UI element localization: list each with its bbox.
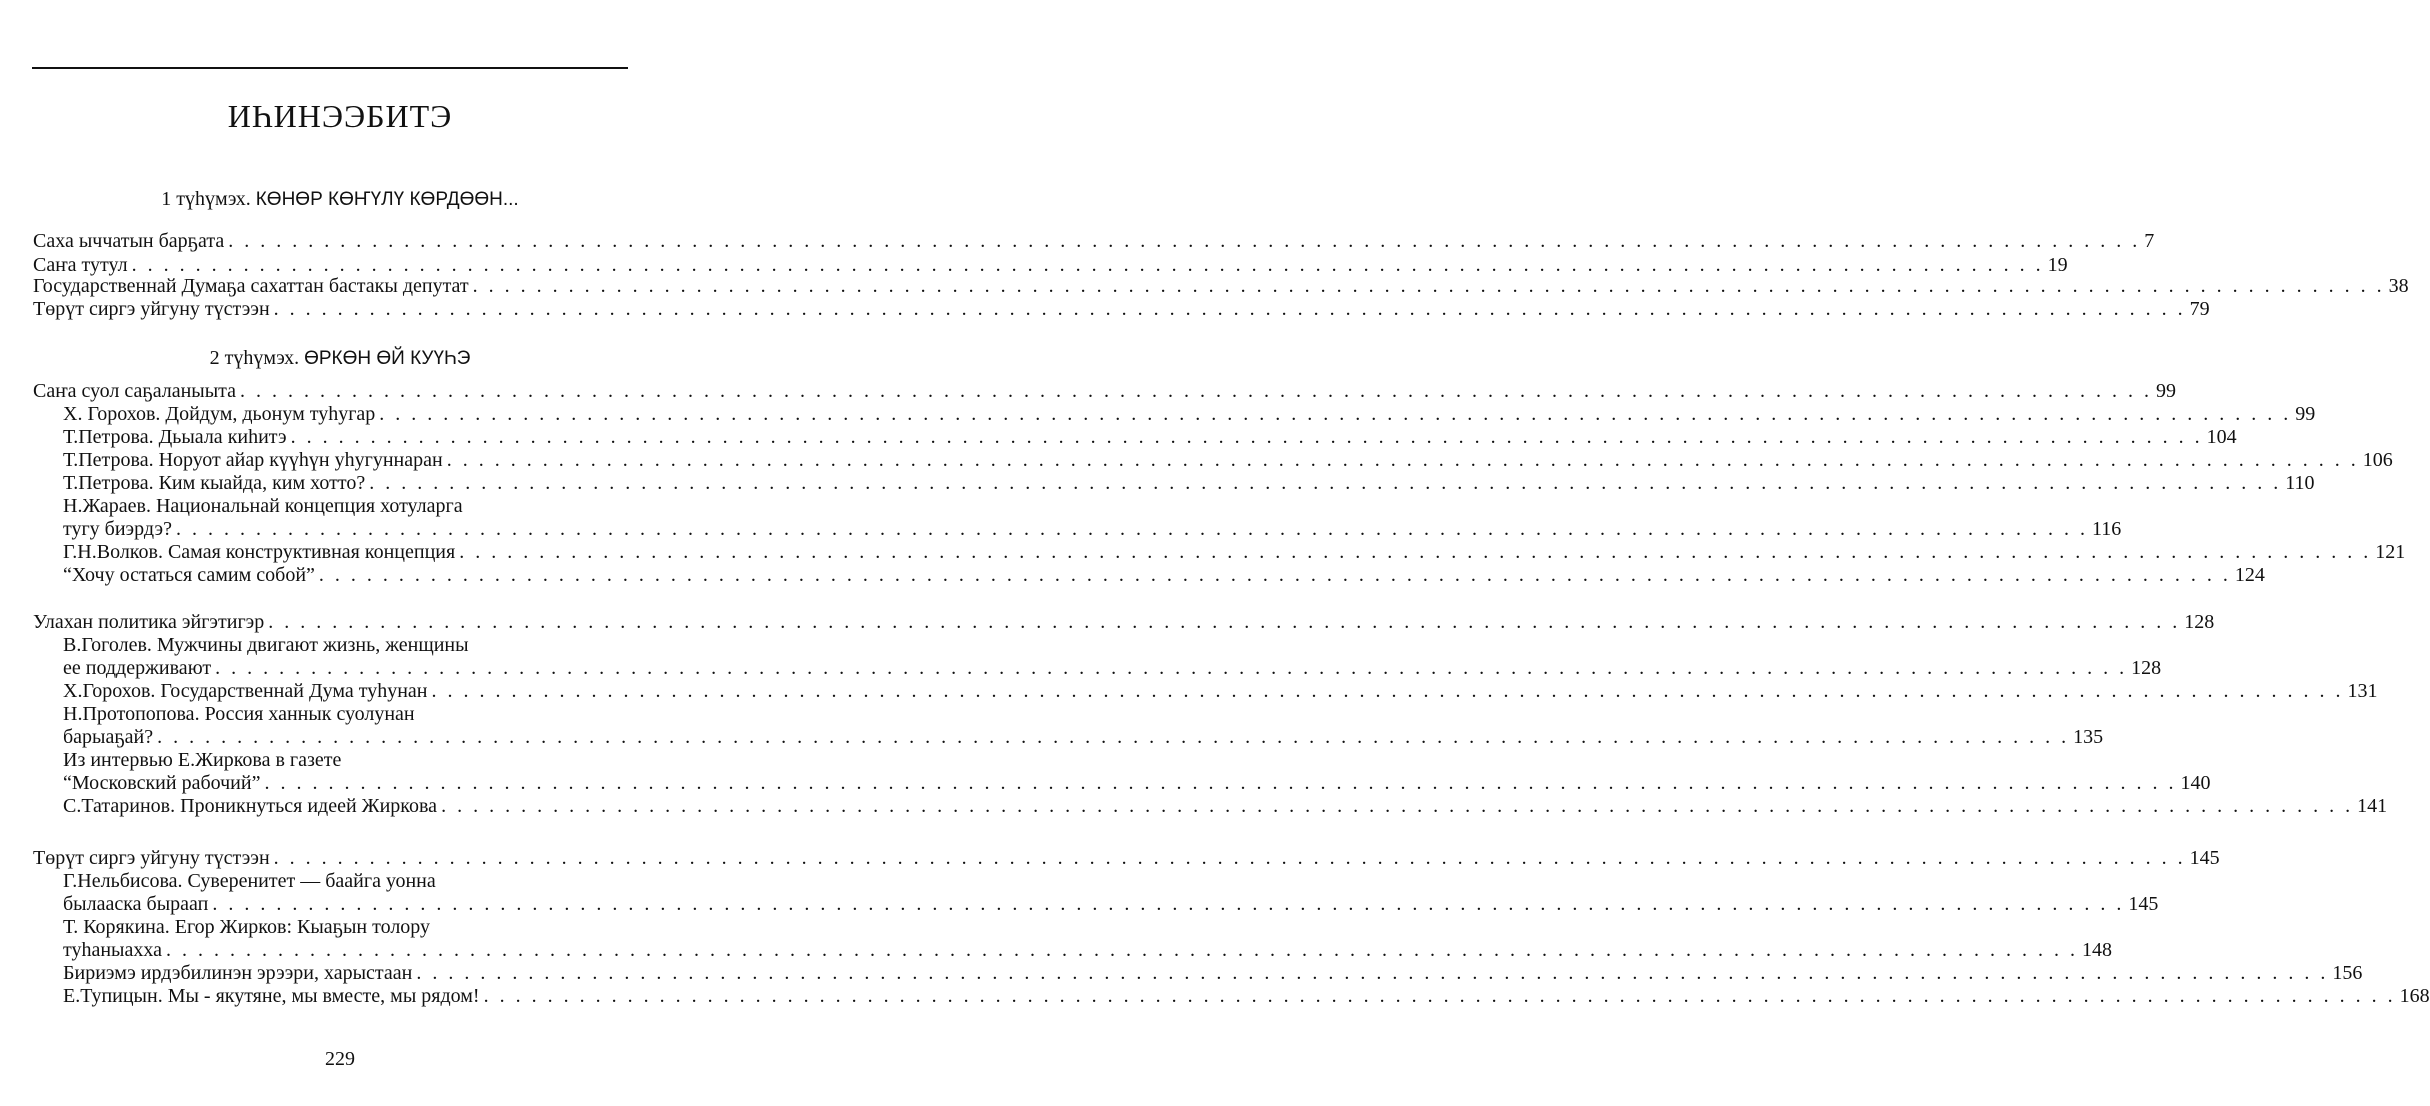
dot-leader: . . . . . . . . . . . . . . . . . . . . . . . . . . . . . . . . . . . . . . . . . . . . . . . . . . . . . . . . . . . . . . . . . . . . . . . . . . . . . . . . . . . . . . . . . . . . . . . . . . . . . . . . . . . . . . . . . . . . . . . . [318,564,2231,586]
dot-leader: . . . . . . . . . . . . . . . . . . . . . . . . . . . . . . . . . . . . . . . . . . . . . . . . . . . . . . . . . . . . . . . . . . . . . . . . . . . . . . . . . . . . . . . . . . . . . . . . . . . . . . . . . . . . . . . . . . . . . . . . [131,254,2044,276]
toc-entry-line: Г.Нельбисова. Суверенитет — баайга уонна [63,870,436,892]
dot-leader: . . . . . . . . . . . . . . . . . . . . . . . . . . . . . . . . . . . . . . . . . . . . . . . . . . . . . . . . . . . . . . . . . . . . . . . . . . . . . . . . . . . . . . . . . . . . . . . . . . . . . . . . . . . . . . . . . . . . . . . . [157,726,2070,748]
toc-entry-title: Төрүт сиргэ уйгуну түстээн [33,298,270,320]
dot-leader: . . . . . . . . . . . . . . . . . . . . . . . . . . . . . . . . . . . . . . . . . . . . . . . . . . . . . . . . . . . . . . . . . . . . . . . . . . . . . . . . . . . . . . . . . . . . . . . . . . . . . . . . . . . . . . . . . . . . . . . . [472,275,2385,297]
part-1-prefix: 1 түһүмэх. [161,188,251,210]
toc-entry-line: Н.Протопопова. Россия ханнык суолунан [63,703,415,725]
dot-leader: . . . . . . . . . . . . . . . . . . . . . . . . . . . . . . . . . . . . . . . . . . . . . . . . . . . . . . . . . . . . . . . . . . . . . . . . . . . . . . . . . . . . . . . . . . . . . . . . . . . . . . . . . . . . . . . . . . . . . . . . [176,518,2089,540]
page-number: 229 [325,1048,355,1070]
dot-leader: . . . . . . . . . . . . . . . . . . . . . . . . . . . . . . . . . . . . . . . . . . . . . . . . . . . . . . . . . . . . . . . . . . . . . . . . . . . . . . . . . . . . . . . . . . . . . . . . . . . . . . . . . . . . . . . . . . . . . . . . [441,795,2354,817]
toc-entry-title: Е.Тупицын. Мы - якутяне, мы вместе, мы рядом! [63,985,480,1007]
toc-entry-page: 128 [2131,657,2162,679]
part-1-name: КӨНӨР КӨҤҮЛҮ КӨРДӨӨН... [255,189,519,210]
toc-entry-page: 140 [2180,772,2211,794]
toc-entry-title: Т.Петрова. Дьыала киһитэ [63,426,287,448]
toc-entry-title: ее поддерживают [63,657,212,679]
dot-leader: . . . . . . . . . . . . . . . . . . . . . . . . . . . . . . . . . . . . . . . . . . . . . . . . . . . . . . . . . . . . . . . . . . . . . . . . . . . . . . . . . . . . . . . . . . . . . . . . . . . . . . . . . . . . . . . . . . . . . . . . [290,426,2203,448]
toc-entry-title: Саха ыччатын барҕата [33,230,225,252]
toc-entry-page: 110 [2285,472,2315,494]
part-2-name: ӨРКӨН ӨЙ КУҮҺЭ [304,348,471,369]
dot-leader: . . . . . . . . . . . . . . . . . . . . . . . . . . . . . . . . . . . . . . . . . . . . . . . . . . . . . . . . . . . . . . . . . . . . . . . . . . . . . . . . . . . . . . . . . . . . . . . . . . . . . . . . . . . . . . . . . . . . . . . . [215,657,2128,679]
toc-entry-page: 145 [2128,893,2159,915]
section-c-heading-title: Төрүт сиргэ уйгуну түстээн [33,847,270,869]
toc-entry-page: 19 [2047,254,2068,276]
dot-leader: . . . . . . . . . . . . . . . . . . . . . . . . . . . . . . . . . . . . . . . . . . . . . . . . . . . . . . . . . . . . . . . . . . . . . . . . . . . . . . . . . . . . . . . . . . . . . . . . . . . . . . . . . . . . . . . . . . . . . . . . [459,541,2372,563]
toc-entry-title: барыаҕай? [63,726,154,748]
toc-entry[interactable] [63,983,2430,1009]
dot-leader: . . . . . . . . . . . . . . . . . . . . . . . . . . . . . . . . . . . . . . . . . . . . . . . . . . . . . . . . . . . . . . . . . . . . . . . . . . . . . . . . . . . . . . . . . . . . . . . . . . . . . . . . . . . . . . . . . . . . . . . . [369,472,2282,494]
toc-entry-title: Саҥа тутул [33,254,128,276]
toc-entry-page: 79 [2189,298,2210,320]
dot-leader: . . . . . . . . . . . . . . . . . . . . . . . . . . . . . . . . . . . . . . . . . . . . . . . . . . . . . . . . . . . . . . . . . . . . . . . . . . . . . . . . . . . . . . . . . . . . . . . . . . . . . . . . . . . . . . . . . . . . . . . . [273,847,2186,869]
section-c-heading-page: 145 [2189,847,2220,869]
section-b-heading-title: Улахан политика эйгэтигэр [33,611,265,633]
toc-entry-page: 124 [2234,564,2265,586]
toc-entry-page: 148 [2081,939,2112,961]
toc-entry-page: 168 [2399,985,2430,1007]
toc-entry-title: Государственнай Думаҕа сахаттан бастакы депутат [33,275,469,297]
toc-entry-title: Х.Горохов. Государственнай Дума туһунан [63,680,428,702]
toc-entry-page: 104 [2206,426,2237,448]
part-2-prefix: 2 түһүмэх. [209,347,300,369]
toc-entry-page: 106 [2362,449,2393,471]
toc-entry-page: 38 [2388,275,2409,297]
dot-leader: . . . . . . . . . . . . . . . . . . . . . . . . . . . . . . . . . . . . . . . . . . . . . . . . . . . . . . . . . . . . . . . . . . . . . . . . . . . . . . . . . . . . . . . . . . . . . . . . . . . . . . . . . . . . . . . . . . . . . . . . [431,680,2344,702]
dot-leader: . . . . . . . . . . . . . . . . . . . . . . . . . . . . . . . . . . . . . . . . . . . . . . . . . . . . . . . . . . . . . . . . . . . . . . . . . . . . . . . . . . . . . . . . . . . . . . . . . . . . . . . . . . . . . . . . . . . . . . . . [268,611,2181,633]
toc-entry[interactable] [33,228,2155,254]
toc-entry-page: 131 [2347,680,2378,702]
toc-entry[interactable] [33,296,2210,322]
toc-entry[interactable] [63,793,2388,819]
toc-entry-title: Т.Петрова. Ким кыайда, ким хотто? [63,472,366,494]
toc-entry[interactable] [63,562,2265,588]
toc-entry-title: тугу биэрдэ? [63,518,173,540]
section-b-heading-page: 128 [2184,611,2215,633]
toc-entry-page: 7 [2144,230,2155,252]
dot-leader: . . . . . . . . . . . . . . . . . . . . . . . . . . . . . . . . . . . . . . . . . . . . . . . . . . . . . . . . . . . . . . . . . . . . . . . . . . . . . . . . . . . . . . . . . . . . . . . . . . . . . . . . . . . . . . . . . . . . . . . . [240,380,2153,402]
toc-entry-title: былааска быраап [63,893,209,915]
toc-entry-title: Г.Н.Волков. Самая конструктивная концепция [63,541,456,563]
toc-entry-page: 156 [2332,962,2363,984]
dot-leader: . . . . . . . . . . . . . . . . . . . . . . . . . . . . . . . . . . . . . . . . . . . . . . . . . . . . . . . . . . . . . . . . . . . . . . . . . . . . . . . . . . . . . . . . . . . . . . . . . . . . . . . . . . . . . . . . . . . . . . . . [483,985,2396,1007]
toc-entry-title: “Хочу остаться самим собой” [63,564,315,586]
toc-entry-line: Н.Жараев. Национальнай концепция хотуларга [63,495,463,517]
top-rule [32,67,628,69]
dot-leader: . . . . . . . . . . . . . . . . . . . . . . . . . . . . . . . . . . . . . . . . . . . . . . . . . . . . . . . . . . . . . . . . . . . . . . . . . . . . . . . . . . . . . . . . . . . . . . . . . . . . . . . . . . . . . . . . . . . . . . . . [212,893,2125,915]
part-1-heading [0,186,680,213]
toc-entry-page: 121 [2375,541,2406,563]
toc-entry-line: Из интервью Е.Жиркова в газете [63,749,342,771]
toc-entry-page: 141 [2357,795,2388,817]
toc-entry-title: Х. Горохов. Дойдум, дьонум туһугар [63,403,376,425]
toc-entry-line: В.Гоголев. Мужчины двигают жизнь, женщины [63,634,469,656]
dot-leader: . . . . . . . . . . . . . . . . . . . . . . . . . . . . . . . . . . . . . . . . . . . . . . . . . . . . . . . . . . . . . . . . . . . . . . . . . . . . . . . . . . . . . . . . . . . . . . . . . . . . . . . . . . . . . . . . . . . . . . . . [273,298,2186,320]
section-a-heading-page: 99 [2156,380,2177,402]
toc-entry-title: С.Татаринов. Проникнуться идеей Жиркова [63,795,438,817]
dot-leader: . . . . . . . . . . . . . . . . . . . . . . . . . . . . . . . . . . . . . . . . . . . . . . . . . . . . . . . . . . . . . . . . . . . . . . . . . . . . . . . . . . . . . . . . . . . . . . . . . . . . . . . . . . . . . . . . . . . . . . . . [165,939,2078,961]
dot-leader: . . . . . . . . . . . . . . . . . . . . . . . . . . . . . . . . . . . . . . . . . . . . . . . . . . . . . . . . . . . . . . . . . . . . . . . . . . . . . . . . . . . . . . . . . . . . . . . . . . . . . . . . . . . . . . . . . . . . . . . . [416,962,2329,984]
toc-entry-title: Бириэмэ ирдэбилинэн эрээри, харыстаан [63,962,413,984]
page-title: ИҺИНЭЭБИТЭ [227,98,453,134]
dot-leader: . . . . . . . . . . . . . . . . . . . . . . . . . . . . . . . . . . . . . . . . . . . . . . . . . . . . . . . . . . . . . . . . . . . . . . . . . . . . . . . . . . . . . . . . . . . . . . . . . . . . . . . . . . . . . . . . . . . . . . . . [264,772,2177,794]
dot-leader: . . . . . . . . . . . . . . . . . . . . . . . . . . . . . . . . . . . . . . . . . . . . . . . . . . . . . . . . . . . . . . . . . . . . . . . . . . . . . . . . . . . . . . . . . . . . . . . . . . . . . . . . . . . . . . . . . . . . . . . . [379,403,2292,425]
section-a-heading-title: Саҥа суол саҕаланыыта [33,380,237,402]
dot-leader: . . . . . . . . . . . . . . . . . . . . . . . . . . . . . . . . . . . . . . . . . . . . . . . . . . . . . . . . . . . . . . . . . . . . . . . . . . . . . . . . . . . . . . . . . . . . . . . . . . . . . . . . . . . . . . . . . . . . . . . . [228,230,2141,252]
dot-leader: . . . . . . . . . . . . . . . . . . . . . . . . . . . . . . . . . . . . . . . . . . . . . . . . . . . . . . . . . . . . . . . . . . . . . . . . . . . . . . . . . . . . . . . . . . . . . . . . . . . . . . . . . . . . . . . . . . . . . . . . [446,449,2359,471]
toc-entry-page: 99 [2295,403,2316,425]
toc-entry-page: 116 [2092,518,2122,540]
toc-entry-line: Т. Корякина. Егор Жирков: Кыаҕын толору [63,916,431,938]
toc-entry-page: 135 [2073,726,2104,748]
part-2-heading [0,345,680,372]
toc-entry-title: Т.Петрова. Норуот айар күүһүн уһугуннаран [63,449,443,471]
toc-entry-title: туһаныахха [63,939,162,961]
toc-entry-title: “Московский рабочий” [63,772,261,794]
